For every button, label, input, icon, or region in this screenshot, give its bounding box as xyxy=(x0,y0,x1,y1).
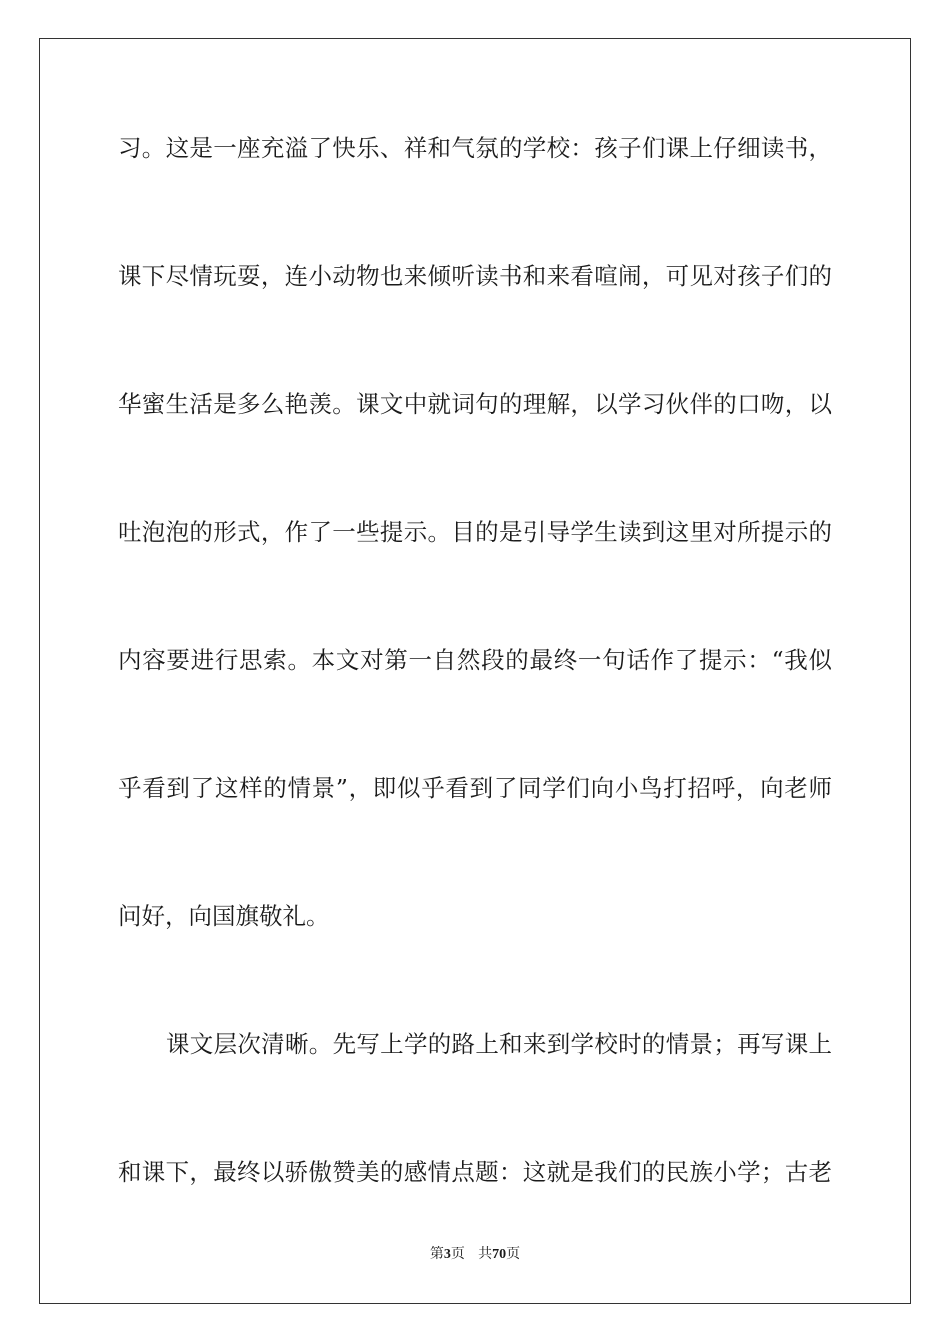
text-line: 内容要进行思索。本文对第一自然段的最终一句话作了提示：“我似 xyxy=(118,646,832,674)
text-line: 乎看到了这样的情景”，即似乎看到了同学们向小鸟打招呼，向老师 xyxy=(118,774,832,802)
text-line: 和课下，最终以骄傲赞美的感情点题：这就是我们的民族小学；古老 xyxy=(118,1158,832,1186)
total-pages: 70 xyxy=(492,1247,507,1262)
text-line: 吐泡泡的形式，作了一些提示。目的是引导学生读到这里对所提示的 xyxy=(118,518,832,546)
page-footer xyxy=(0,1244,950,1265)
page-prefix: 第 xyxy=(429,1246,444,1262)
total-suffix: 页 xyxy=(506,1246,521,1262)
paragraph-first-line: 课文层次清晰。先写上学的路上和来到学校时的情景；再写课上 xyxy=(166,1030,832,1058)
text-line: 问好，向国旗敬礼。 xyxy=(118,902,330,930)
page-suffix: 页 xyxy=(450,1246,465,1262)
total-prefix: 共 xyxy=(478,1246,493,1262)
text-line: 课下尽情玩耍，连小动物也来倾听读书和来看喧闹，可见对孩子们的 xyxy=(118,262,832,290)
text-line: 华蜜生活是多么艳羡。课文中就词句的理解，以学习伙伴的口吻，以 xyxy=(118,390,832,418)
page-number: 3 xyxy=(443,1247,451,1262)
text-line: 习。这是一座充溢了快乐、祥和气氛的学校：孩子们课上仔细读书， xyxy=(118,134,832,162)
